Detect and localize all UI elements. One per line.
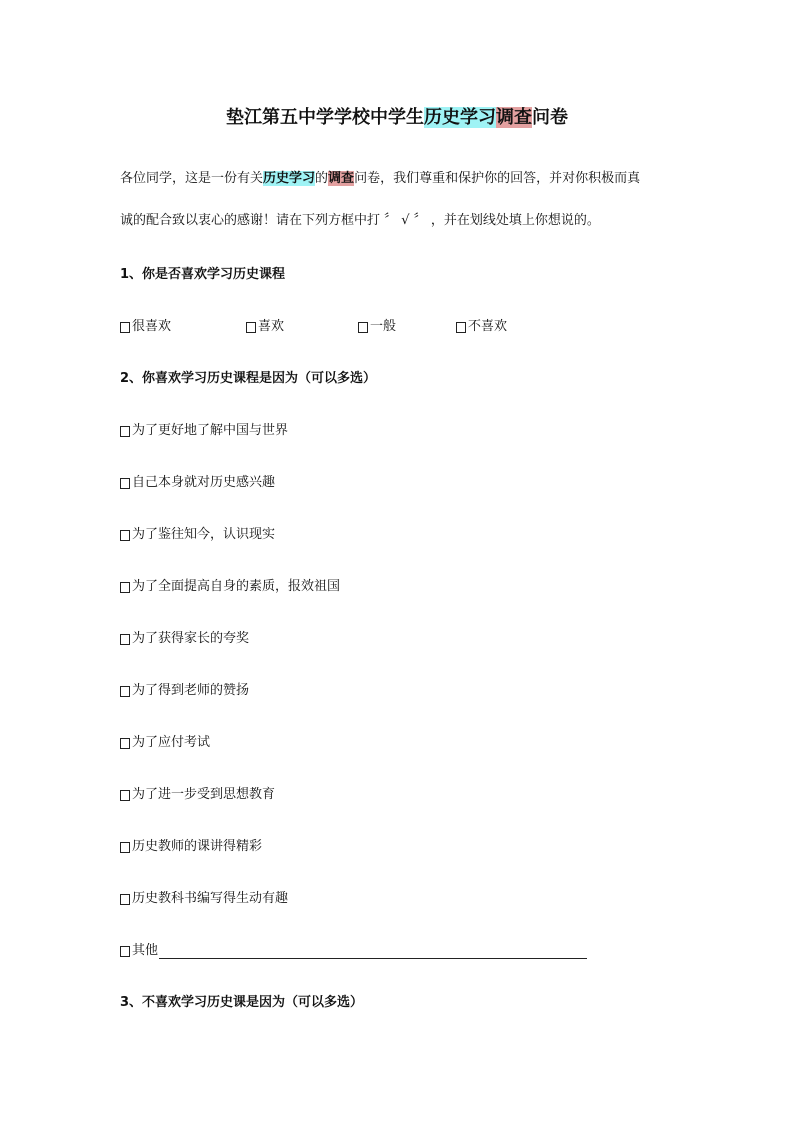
option-label: 为了获得家长的夸奖	[132, 631, 250, 646]
q2-option-3[interactable]	[120, 525, 275, 545]
q2-option-5[interactable]	[120, 629, 249, 649]
option-label: 历史教科书编写得生动有趣	[132, 891, 289, 906]
option-label: 很喜欢	[132, 319, 172, 334]
option-label: 不喜欢	[468, 319, 508, 334]
option-label: 为了进一步受到思想教育	[132, 787, 276, 802]
q2-option-2[interactable]	[120, 473, 275, 493]
option-label: 为了应付考试	[132, 735, 211, 750]
option-label: 为了鉴往知今，认识现实	[132, 527, 276, 542]
title-highlight-survey: 调查	[496, 107, 532, 128]
title-text: 垫江第五中学学校中学生	[226, 107, 424, 128]
option-label: 自己本身就对历史感兴趣	[132, 475, 276, 490]
q2-option-6[interactable]	[120, 681, 249, 701]
option-label: 为了更好地了解中国与世界	[132, 423, 289, 438]
intro-highlight-history: 历史学习	[263, 171, 316, 186]
checkbox-icon[interactable]	[120, 478, 130, 489]
checkbox-icon[interactable]	[120, 894, 130, 905]
checkbox-icon[interactable]	[120, 634, 130, 645]
option-label: 其他	[132, 943, 159, 958]
q2-option-7[interactable]	[120, 733, 210, 753]
option-label: 历史教师的课讲得精彩	[132, 839, 263, 854]
q2-option-8[interactable]	[120, 785, 275, 805]
option-label: 喜欢	[258, 319, 285, 334]
title-text-end: 问卷	[532, 107, 568, 128]
other-fill-in-line[interactable]	[159, 943, 587, 959]
checkbox-icon[interactable]	[120, 790, 130, 801]
q1-option-1[interactable]	[120, 317, 171, 337]
intro-text: 各位同学，这是一份有关	[120, 171, 264, 186]
checkbox-icon[interactable]	[120, 426, 130, 437]
checkbox-icon[interactable]	[246, 322, 256, 333]
q2-option-9[interactable]	[120, 837, 262, 857]
intro-text: 的	[315, 171, 329, 186]
checkbox-icon[interactable]	[120, 946, 130, 957]
intro-text: 问卷，我们尊重和保护你的回答，并对你积极而真	[354, 171, 641, 186]
checkbox-icon[interactable]	[120, 582, 130, 593]
option-label: 为了得到老师的赞扬	[132, 683, 250, 698]
option-label: 为了全面提高自身的素质，报效祖国	[132, 579, 341, 594]
q1-option-4[interactable]	[456, 317, 507, 337]
checkbox-icon[interactable]	[120, 322, 130, 333]
page-title	[0, 104, 794, 132]
checkbox-icon[interactable]	[120, 842, 130, 853]
q2-option-4[interactable]	[120, 577, 340, 597]
option-label: 一般	[370, 319, 397, 334]
title-highlight-history: 历史学习	[424, 107, 496, 128]
question-1-title: 1、你是否喜欢学习历史课程	[120, 267, 286, 282]
checkbox-icon[interactable]	[120, 530, 130, 541]
q1-option-2[interactable]	[246, 317, 284, 337]
q2-option-1[interactable]	[120, 421, 288, 441]
q2-option-other[interactable]	[120, 941, 587, 961]
intro-line-2: 诚的配合致以衷心的感谢！请在下列方框中打 〞 √ 〞 ，并在划线处填上你想说的。	[120, 213, 600, 228]
intro-highlight-survey: 调查	[328, 171, 355, 186]
checkbox-icon[interactable]	[120, 686, 130, 697]
intro-line-1	[120, 169, 640, 189]
question-2-title: 2、你喜欢学习历史课程是因为（可以多选）	[120, 371, 377, 386]
checkbox-icon[interactable]	[456, 322, 466, 333]
q2-option-10[interactable]	[120, 889, 288, 909]
checkbox-icon[interactable]	[358, 322, 368, 333]
q1-option-3[interactable]	[358, 317, 396, 337]
checkbox-icon[interactable]	[120, 738, 130, 749]
question-3-title: 3、不喜欢学习历史课是因为（可以多选）	[120, 995, 364, 1010]
